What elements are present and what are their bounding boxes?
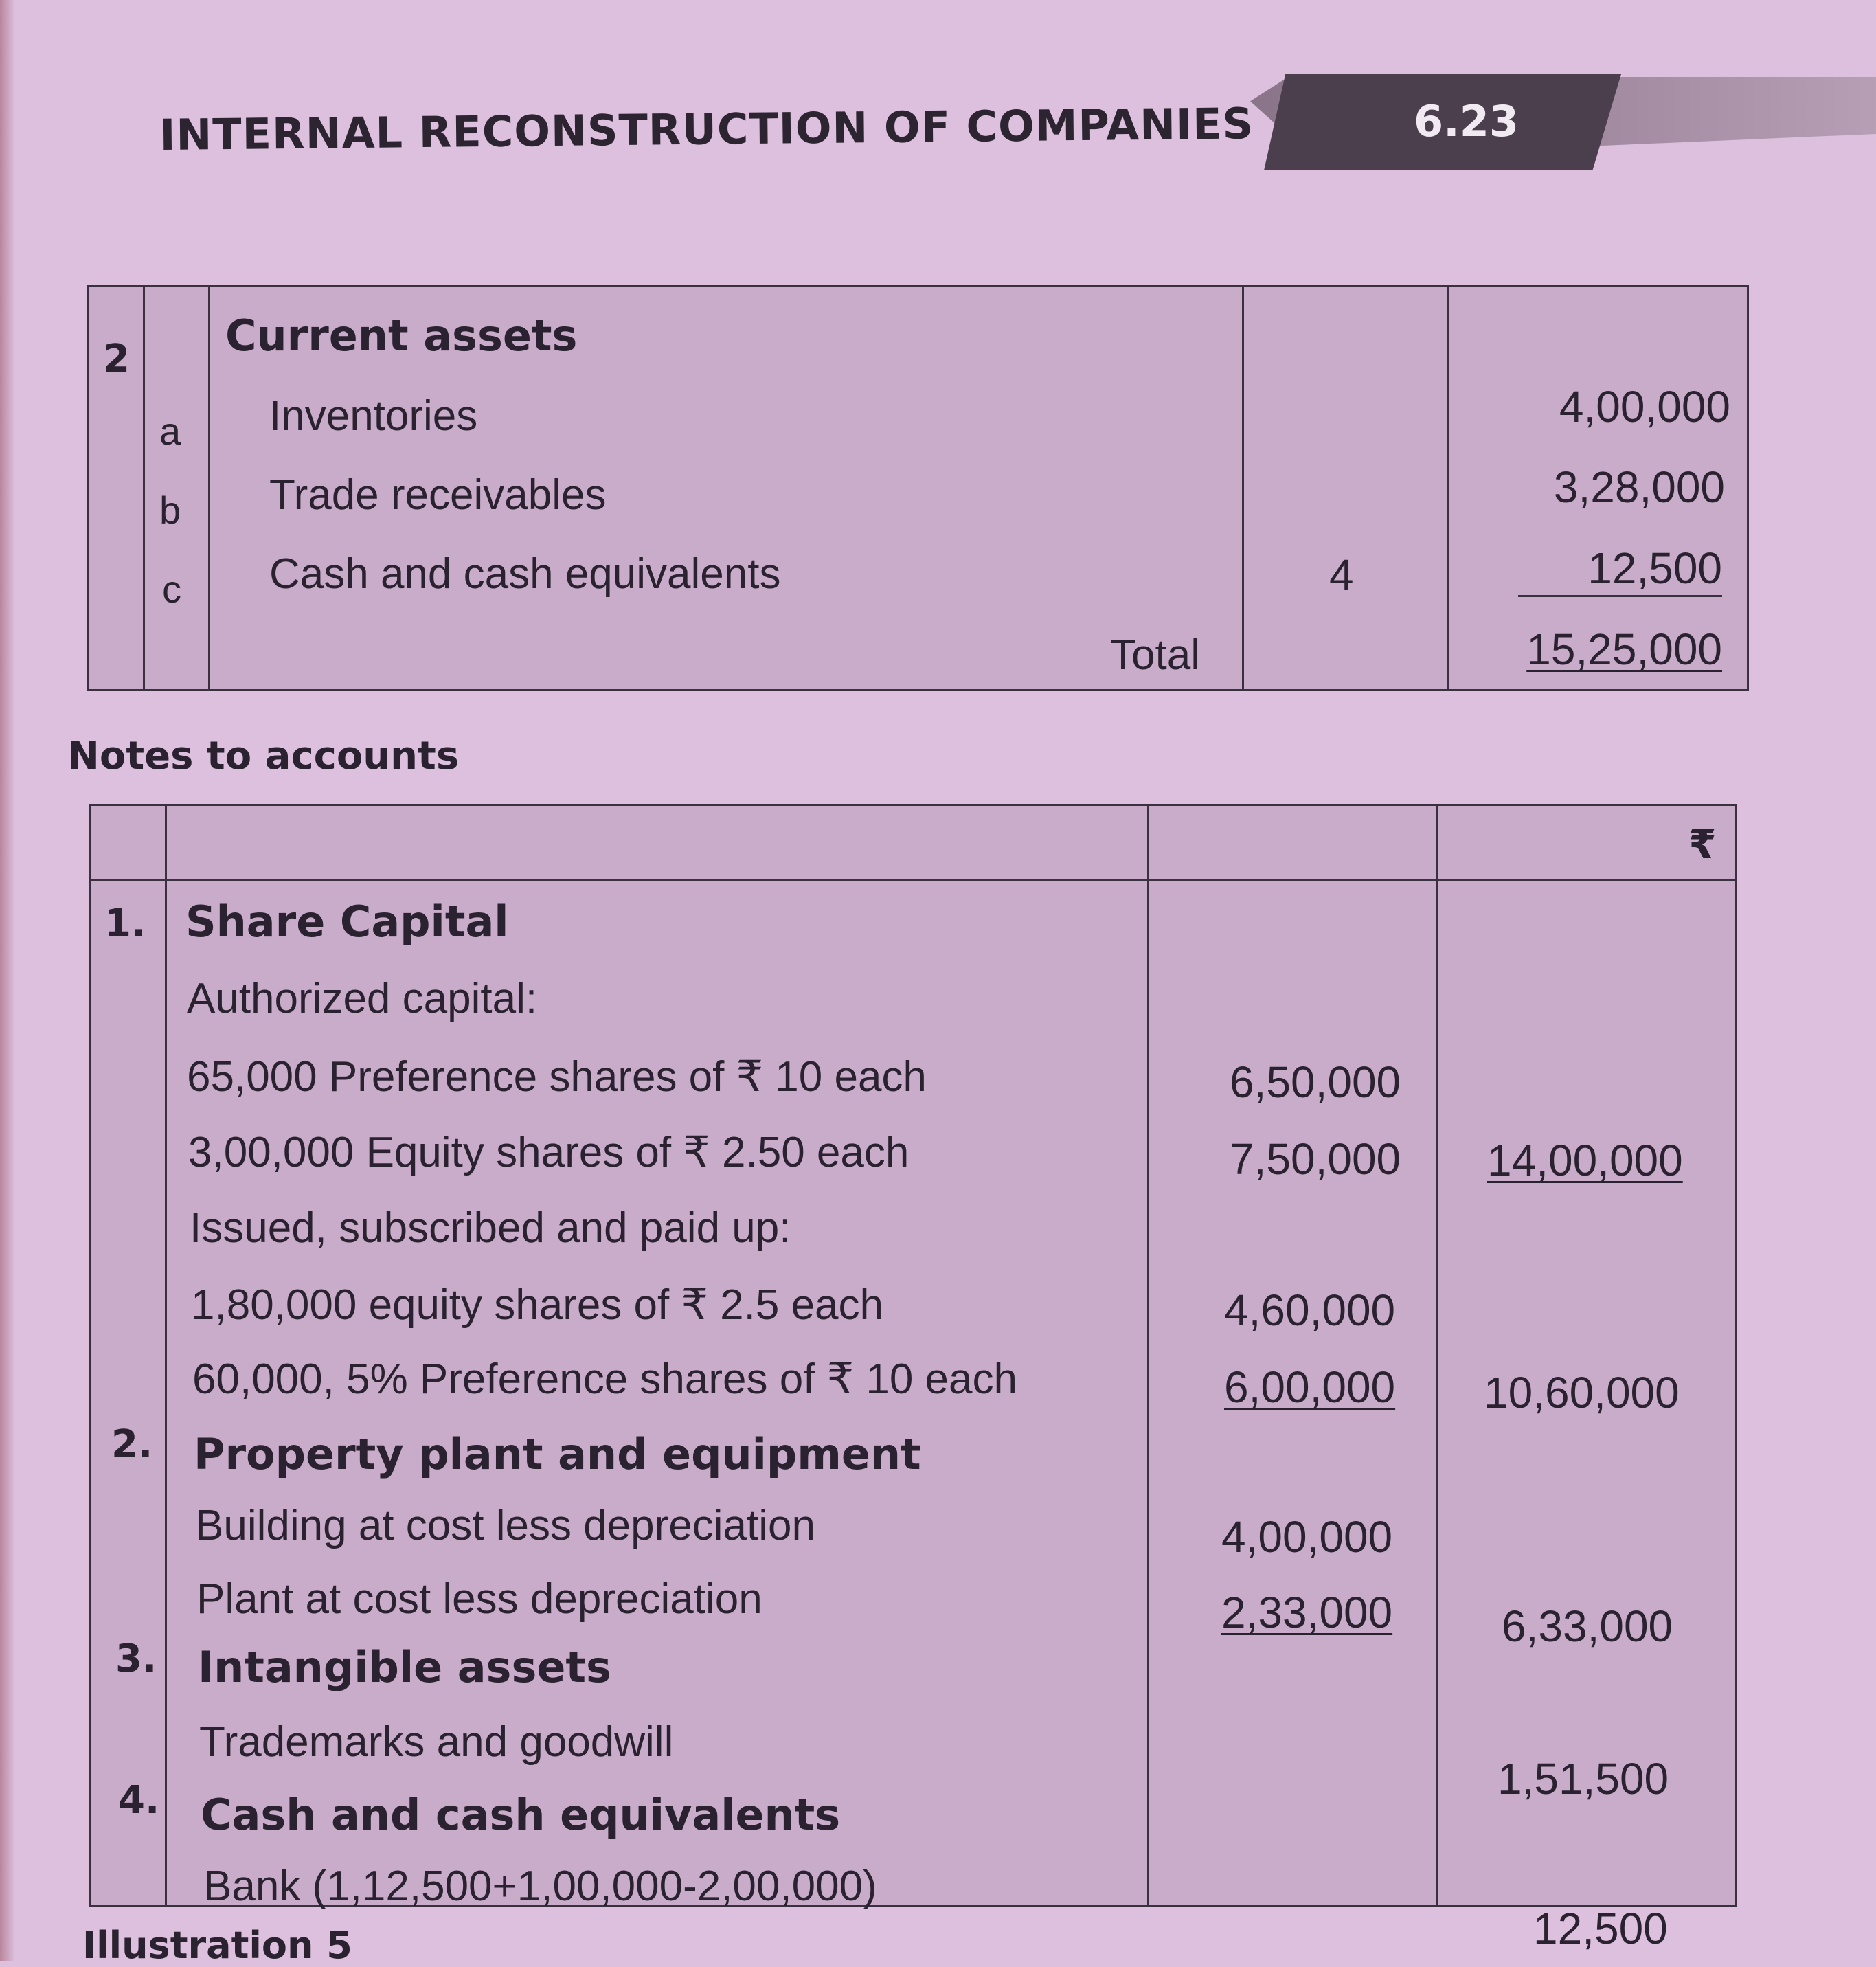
notes-heading: Notes to accounts — [67, 734, 460, 778]
note-subtotal: 1,51,500 — [1498, 1754, 1669, 1803]
illustration-heading: Illustration 5 — [82, 1924, 352, 1967]
note-subtotal: 6,33,000 — [1502, 1601, 1673, 1651]
page-number: 6.23 — [1414, 96, 1519, 146]
note-title: Property plant and equipment — [194, 1429, 921, 1479]
note-subtotal: 10,60,000 — [1484, 1368, 1680, 1417]
note-amount: 7,50,000 — [1230, 1134, 1401, 1184]
bs-row-label: Trade receivables — [269, 471, 607, 519]
note-number: 3. — [115, 1637, 157, 1681]
currency-rupee-icon: ₹ — [1688, 821, 1717, 868]
bs-col-divider-2 — [208, 285, 210, 690]
bs-row-note: 4 — [1329, 550, 1354, 600]
bs-row-letter: a — [159, 409, 181, 453]
note-amount: 6,50,000 — [1230, 1057, 1401, 1107]
note-line: Authorized capital: — [187, 975, 538, 1022]
bs-col-divider-3 — [1242, 285, 1244, 690]
bs-total-amount: 15,25,000 — [1526, 625, 1722, 674]
note-number: 4. — [118, 1778, 160, 1823]
note-title: Cash and cash equivalents — [201, 1790, 841, 1840]
note-amount: 6,00,000 — [1224, 1362, 1396, 1412]
note-title: Share Capital — [185, 897, 509, 947]
note-line: 3,00,000 Equity shares of ₹ 2.50 each — [188, 1129, 909, 1176]
notes-col-divider-3 — [1436, 804, 1438, 1907]
chapter-title: INTERNAL RECONSTRUCTION OF COMPANIES — [159, 98, 1254, 160]
bs-row-amount: 3,28,000 — [1553, 462, 1725, 512]
bs-col-divider-1 — [143, 285, 145, 690]
note-line: 65,000 Preference shares of ₹ 10 each — [187, 1053, 927, 1101]
bs-col-divider-4 — [1447, 285, 1449, 690]
note-amount: 4,60,000 — [1224, 1285, 1396, 1335]
bs-row-amount: 4,00,000 — [1559, 382, 1730, 431]
note-line: Building at cost less depreciation — [195, 1502, 815, 1549]
bs-row-letter: c — [162, 567, 181, 611]
bs-row-label: Cash and cash equivalents — [269, 550, 781, 598]
notes-header-divider — [89, 879, 1735, 881]
bs-section-number: 2 — [103, 337, 130, 381]
note-subtotal: 14,00,000 — [1487, 1136, 1683, 1185]
note-title: Intangible assets — [198, 1642, 611, 1692]
note-line: Plant at cost less depreciation — [196, 1575, 762, 1623]
bs-row-label: Inventories — [269, 392, 478, 440]
bs-section-title: Current assets — [225, 311, 578, 361]
note-amount: 2,33,000 — [1221, 1588, 1393, 1637]
notes-col-divider-2 — [1147, 804, 1149, 1907]
note-line: Trademarks and goodwill — [199, 1718, 674, 1766]
bs-row-letter: b — [159, 488, 181, 532]
note-line: 60,000, 5% Preference shares of ₹ 10 each — [192, 1356, 1017, 1403]
note-amount: 4,00,000 — [1221, 1512, 1393, 1562]
note-number: 1. — [104, 901, 146, 946]
note-number: 2. — [111, 1422, 153, 1467]
notes-col-divider-1 — [165, 804, 167, 1907]
note-line: Issued, subscribed and paid up: — [190, 1204, 791, 1252]
note-line: 1,80,000 equity shares of ₹ 2.5 each — [191, 1281, 884, 1329]
bs-total-label: Total — [1110, 631, 1200, 679]
note-line: Bank (1,12,500+1,00,000-2,00,000) — [203, 1863, 877, 1910]
book-spine — [0, 0, 15, 1961]
note-subtotal: 12,500 — [1533, 1904, 1668, 1953]
bs-row-amount: 12,500 — [1518, 543, 1722, 597]
